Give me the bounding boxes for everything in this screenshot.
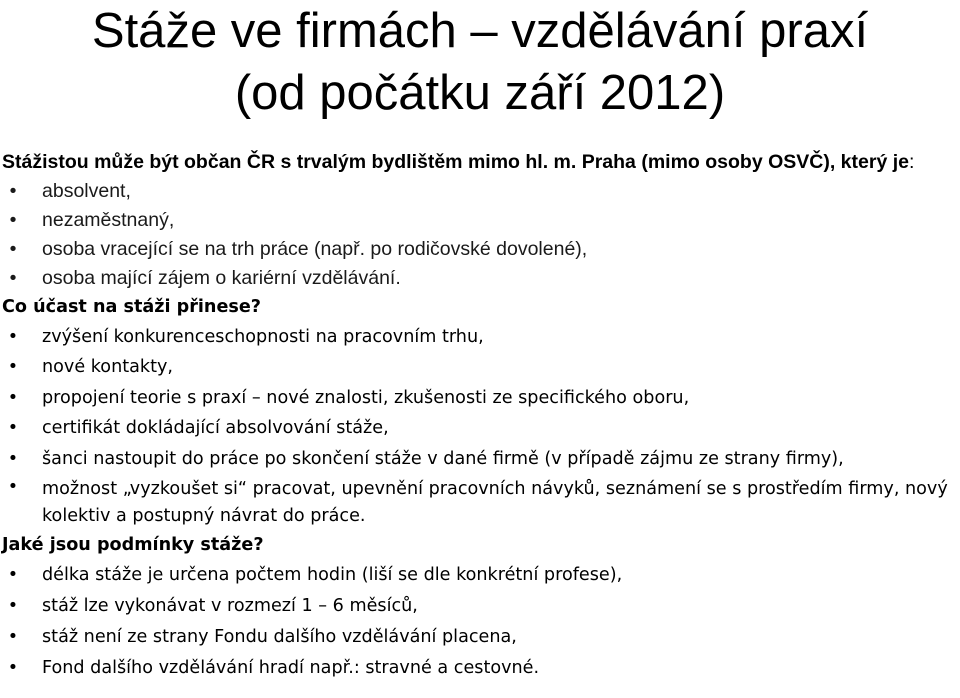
list-item-text: šanci nastoupit do práce po skončení stáže v dané firmě (v případě zájmu ze strany firmy), bbox=[42, 448, 844, 469]
bullet-icon: • bbox=[7, 477, 19, 498]
list-item bbox=[0, 322, 958, 352]
list-item bbox=[0, 591, 958, 622]
list-item-text: možnost „vyzkoušet si“ pracovat, upevnění pracovních návyků, seznámení se s prostředím firmy, nový kolektiv a postupný návrat do práce. bbox=[42, 479, 948, 527]
list-item bbox=[0, 622, 958, 653]
conditions-heading: Jaké jsou podmínky stáže? bbox=[2, 535, 264, 556]
list-item-text: absolvent, bbox=[42, 180, 131, 202]
list-item-text: stáž není ze strany Fondu dalšího vzdělávání placena, bbox=[42, 627, 517, 648]
list-item bbox=[0, 352, 958, 382]
list-item-text: osoba vracející se na trh práce (např. po rodičovské dovolené), bbox=[42, 238, 588, 260]
list-item-text: Fond dalšího vzdělávání hradí např.: stravné a cestovné. bbox=[42, 658, 540, 679]
title-line-1: Stáže ve firmách – vzdělávání praxí bbox=[91, 4, 869, 58]
list-item bbox=[0, 444, 958, 474]
slide-title bbox=[0, 0, 960, 124]
list-item bbox=[0, 653, 958, 684]
intro-colon: : bbox=[908, 151, 915, 173]
eligible-list bbox=[0, 177, 958, 293]
bullet-icon: • bbox=[7, 387, 19, 408]
list-item bbox=[0, 206, 958, 235]
bullet-icon: • bbox=[7, 565, 19, 586]
benefits-list bbox=[0, 322, 958, 531]
bullet-icon: • bbox=[9, 238, 17, 260]
bullet-icon: • bbox=[9, 209, 17, 231]
bullet-icon: • bbox=[7, 596, 19, 617]
bullet-icon: • bbox=[7, 357, 19, 378]
list-item-text: stáž lze vykonávat v rozmezí 1 – 6 měsíců, bbox=[42, 596, 418, 617]
list-item bbox=[0, 235, 958, 264]
title-line-2: (od počátku září 2012) bbox=[234, 66, 726, 120]
bullet-icon: • bbox=[9, 180, 17, 202]
bullet-icon: • bbox=[7, 448, 19, 469]
bullet-icon: • bbox=[7, 327, 19, 347]
list-item-text: propojení teorie s praxí – nové znalosti, zkušenosti ze specifického oboru, bbox=[42, 387, 690, 408]
conditions-list bbox=[0, 560, 958, 684]
bullet-icon: • bbox=[9, 267, 17, 289]
list-item bbox=[0, 560, 958, 591]
list-item-text: zvýšení konkurenceschopnosti na pracovním trhu, bbox=[42, 327, 484, 347]
benefits-heading: Co účast na stáži přinese? bbox=[2, 297, 262, 317]
intro-bold: Stážistou může být občan ČR s trvalým bydlištěm mimo hl. m. Praha (mimo osoby OSVČ), který je bbox=[2, 151, 909, 173]
list-item-text: nezaměstnaný, bbox=[42, 209, 175, 231]
list-item bbox=[0, 177, 958, 206]
list-item-text: osoba mající zájem o kariérní vzdělávání. bbox=[42, 267, 401, 289]
list-item bbox=[0, 413, 958, 443]
bullet-icon: • bbox=[7, 418, 19, 439]
slide-content bbox=[0, 148, 958, 684]
list-item-text: certifikát dokládající absolvování stáže, bbox=[42, 418, 389, 439]
list-item bbox=[0, 264, 958, 293]
list-item bbox=[0, 383, 958, 413]
bullet-icon: • bbox=[7, 658, 19, 679]
list-item bbox=[0, 474, 958, 531]
list-item-text: délka stáže je určena počtem hodin (liší se dle konkrétní profese), bbox=[42, 565, 623, 586]
bullet-icon: • bbox=[7, 627, 19, 648]
list-item-text: nové kontakty, bbox=[42, 357, 173, 378]
intro-text bbox=[0, 148, 958, 177]
